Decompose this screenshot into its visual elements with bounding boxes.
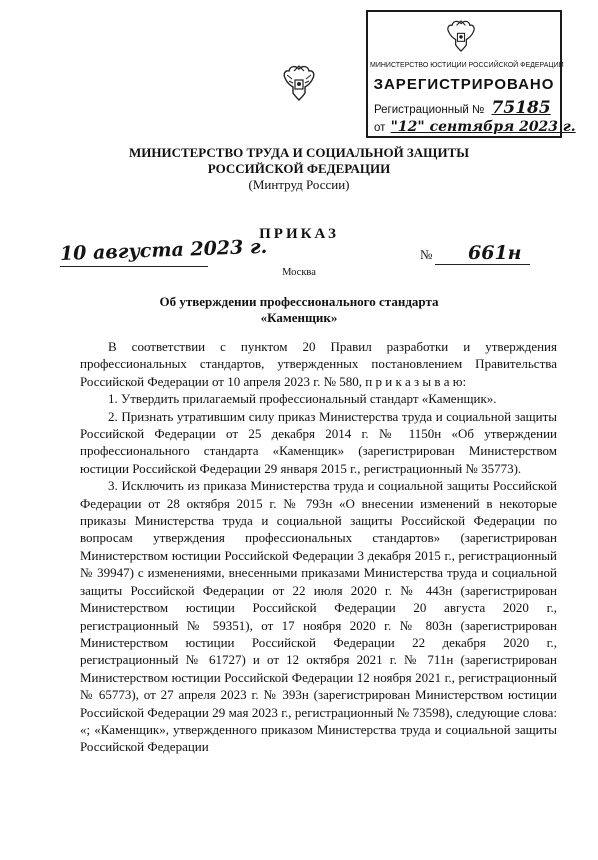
document-type: ПРИКАЗ <box>259 226 339 242</box>
stamp-ministry-text: МИНИСТЕРСТВО ЮСТИЦИИ РОССИЙСКОЙ ФЕДЕРАЦИИ <box>370 62 564 69</box>
stamp-reg-label: Регистрационный № <box>374 104 485 116</box>
stamp-registration-line <box>374 98 551 118</box>
ministry-short-name: (Минтруд России) <box>248 177 350 192</box>
item-2-paragraph: 2. Признать утратившим силу приказ Министерства труда и социальной защиты Российской Федерации от 25 декабря 2014 г. № 1150н «Об утверждении профессионального стандарта «Каменщик» (зарегистрирован Министерством юстиции Российской Федерации 29 января 2015 г., регистрационный № 35773). <box>80 408 557 476</box>
stamp-date-label: от <box>374 122 386 134</box>
stamp-emblem-icon <box>445 18 477 54</box>
ministry-name <box>60 145 538 177</box>
item-1-paragraph: 1. Утвердить прилагаемый профессиональный стандарт «Каменщик». <box>108 391 497 407</box>
city: Москва <box>282 267 316 278</box>
order-number-underline <box>435 264 530 265</box>
stamp-reg-number: 75185 <box>491 98 551 118</box>
stamp-date-line <box>374 119 576 135</box>
coat-of-arms-icon <box>281 63 317 103</box>
order-date: 10 августа 2023 г. <box>59 235 268 265</box>
order-number: 661н <box>468 242 522 264</box>
document-body <box>80 338 557 756</box>
item-3-paragraph: 3. Исключить из приказа Министерства труда и социальной защиты Российской Федерации от 28 октября 2015 г. № 793н «О внесении изменений в некоторые приказы Министерства труда и социальной защиты Российской Федерации по вопросам утверждения профессиональных стандартов» (зарегистрирован Министерством юстиции Российской Федерации 3 декабря 2015 г., регистрационный № 39947) с изменениями, внесенными приказами Министерства труда и социальной защиты Российской Федерации от 22 июля 2020 г. № 443н (зарегистрирован Министерством юстиции Российской Федерации 20 августа 2020 г., регистрационный № 59351), от 17 ноября 2020 г. № 803н (зарегистрирован Министерством юстиции Российской Федерации 22 декабря 2020 г., регистрационный № 61727) и от 12 октября 2021 г. № 711н (зарегистрирован Министерством юстиции Российской Федерации 12 ноября 2021 г., регистрационный № 65773), от 27 апреля 2023 г. № 393н (зарегистрирован Министерством юстиции Российской Федерации 29 мая 2023 г., регистрационный № 73598), следующие слова: «; «Каменщик», утвержденного приказом Министерства труда и социальной защиты Российской Федерации <box>80 478 557 755</box>
document-title <box>60 294 538 326</box>
order-number-label: № <box>420 247 433 262</box>
ministry-line-2: РОССИЙСКОЙ ФЕДЕРАЦИИ <box>207 161 391 176</box>
document-title-line-1: Об утверждении профессионального стандарта <box>159 294 439 309</box>
preamble-paragraph: В соответствии с пунктом 20 Правил разработки и утверждения профессиональных стандартов, утвержденных постановлением Правительства Российской Федерации от 10 апреля 2023 г. № 580, п р и к а з ы в а ю: <box>80 339 557 389</box>
stamp-date-value: "12" сентября 2023 г. <box>390 119 576 135</box>
document-title-line-2: «Каменщик» <box>260 310 338 325</box>
stamp-title: ЗАРЕГИСТРИРОВАНО <box>373 76 555 93</box>
ministry-line-1: МИНИСТЕРСТВО ТРУДА И СОЦИАЛЬНОЙ ЗАЩИТЫ <box>128 145 470 160</box>
